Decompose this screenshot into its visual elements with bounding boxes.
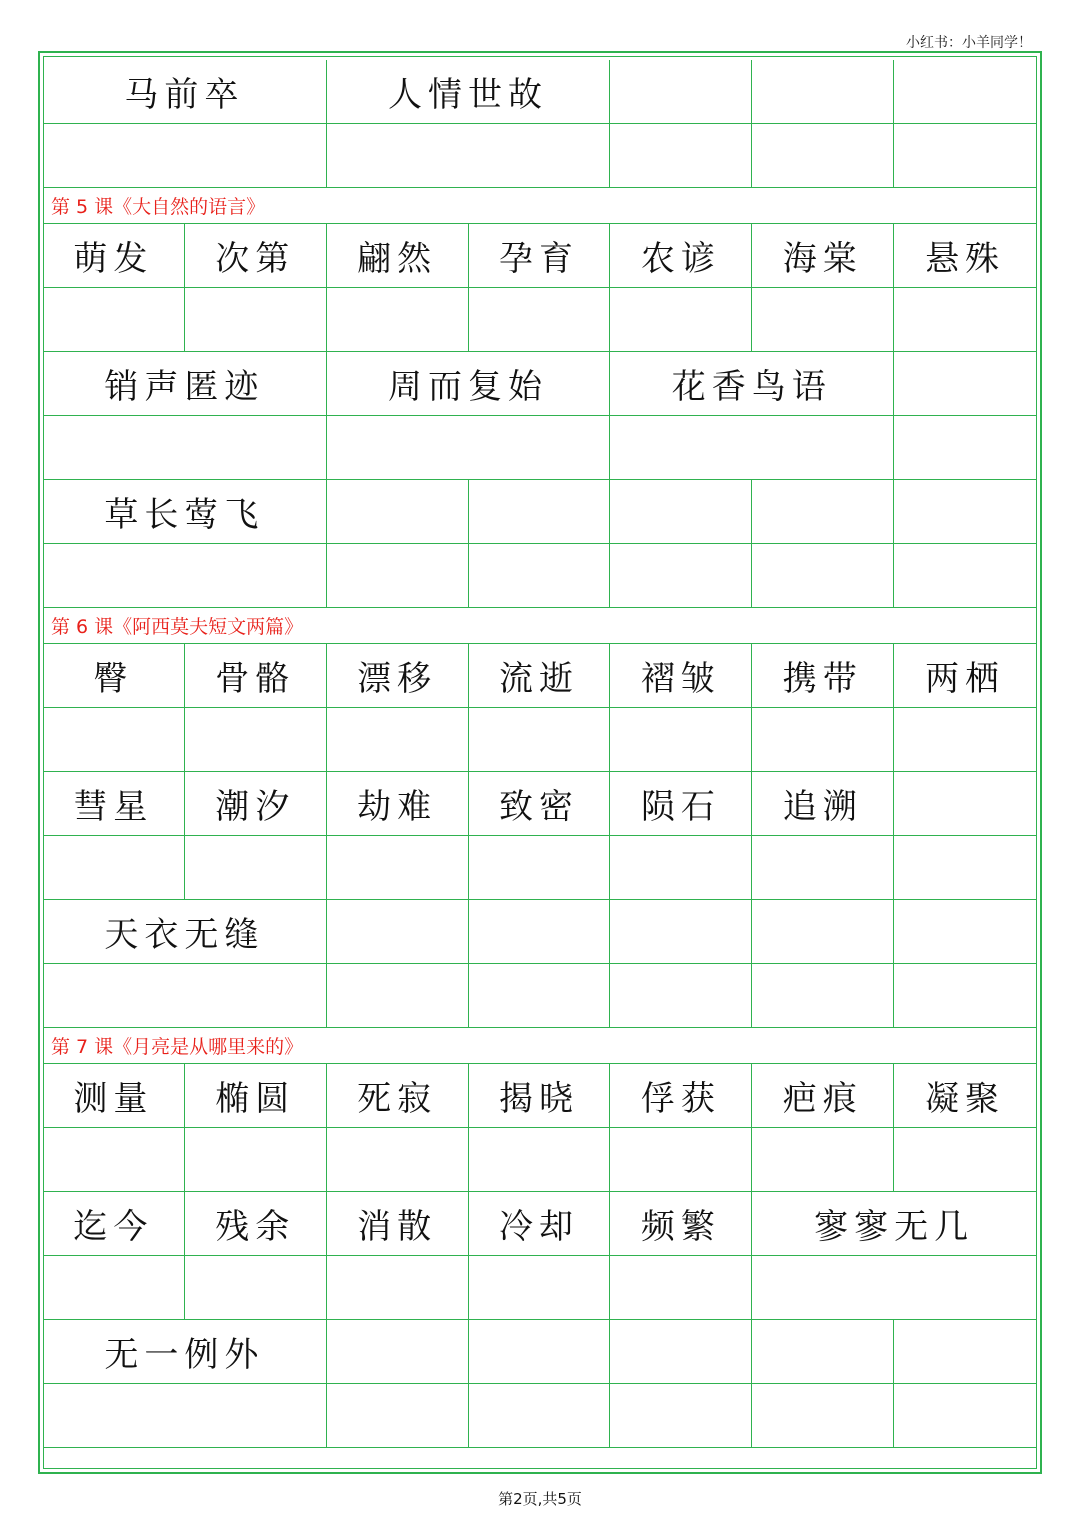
practice-cell — [469, 1256, 611, 1319]
practice-cell — [894, 416, 1036, 479]
vocab-word-cell: 流逝 — [469, 644, 611, 707]
practice-row — [43, 124, 1036, 188]
empty-cell — [327, 480, 469, 543]
practice-cell — [610, 836, 752, 899]
vocab-word-cell: 销声匿迹 — [43, 352, 327, 415]
practice-cell — [469, 544, 611, 607]
practice-cell — [894, 544, 1036, 607]
vocab-word-cell: 花香鸟语 — [610, 352, 894, 415]
empty-cell — [469, 1320, 611, 1383]
practice-row — [43, 964, 1036, 1028]
practice-cell — [894, 1128, 1036, 1191]
empty-cell — [894, 352, 1036, 415]
vocab-word-cell: 两栖 — [925, 659, 1006, 699]
practice-cell — [43, 1128, 185, 1191]
practice-cell — [185, 708, 327, 771]
vocab-word-cell: 迄今 — [43, 1192, 185, 1255]
copybook-grid — [43, 60, 1036, 1448]
practice-cell — [752, 836, 894, 899]
vocab-word-cell: 无一例外 — [43, 1320, 327, 1383]
practice-row — [43, 288, 1036, 352]
vocab-word-cell: 俘获 — [610, 1064, 752, 1127]
vocab-word-cell: 褶皱 — [610, 644, 752, 707]
vocab-word-cell: 揭晓 — [469, 1064, 611, 1127]
vocab-row — [43, 900, 1036, 964]
practice-cell — [469, 288, 611, 351]
lesson-header-row — [43, 188, 1036, 224]
practice-cell — [185, 1256, 327, 1319]
vocab-row — [43, 352, 1036, 416]
practice-cell — [327, 124, 611, 187]
vocab-row — [43, 1064, 1036, 1128]
practice-cell — [469, 836, 611, 899]
practice-cell — [752, 544, 894, 607]
empty-cell — [752, 900, 894, 963]
vocab-row — [43, 772, 1036, 836]
vocab-word-cell: 彗星 — [43, 772, 185, 835]
lesson-title: 第 6 课《阿西莫夫短文两篇》 — [51, 616, 304, 638]
practice-cell — [894, 1384, 1036, 1447]
lesson-title: 第 7 课《月亮是从哪里来的》 — [51, 1036, 304, 1058]
practice-cell — [610, 708, 752, 771]
vocab-word-cell: 凝聚 — [925, 1079, 1006, 1119]
practice-cell — [327, 708, 469, 771]
vocab-word-cell: 骨骼 — [185, 644, 327, 707]
empty-cell — [327, 1320, 469, 1383]
vocab-word-cell: 残余 — [185, 1192, 327, 1255]
practice-cell — [610, 1384, 752, 1447]
vocab-word-cell: 马前卒 — [43, 60, 327, 123]
vocab-word-cell: 陨石 — [610, 772, 752, 835]
vocab-word-cell: 劫难 — [327, 772, 469, 835]
vocab-word-cell: 频繁 — [610, 1192, 752, 1255]
vocab-word-cell: 致密 — [469, 772, 611, 835]
empty-cell — [894, 480, 1036, 543]
vocab-word-cell: 农谚 — [610, 224, 752, 287]
empty-cell — [469, 900, 611, 963]
vocab-row — [43, 224, 1036, 288]
page-footer: 第2页,共5页 — [498, 1490, 582, 1508]
practice-cell — [185, 1128, 327, 1191]
practice-cell — [43, 964, 327, 1027]
vocab-row — [43, 480, 1036, 544]
practice-cell — [327, 288, 469, 351]
vocab-word-cell: 死寂 — [327, 1064, 469, 1127]
practice-cell — [43, 1256, 185, 1319]
practice-cell — [894, 836, 1036, 899]
practice-cell — [43, 288, 185, 351]
practice-cell — [43, 708, 185, 771]
vocab-word-cell: 草长莺飞 — [43, 480, 327, 543]
vocab-word-cell: 椭圆 — [185, 1064, 327, 1127]
empty-cell — [894, 900, 1036, 963]
watermark: 小红书：小羊同学！ — [906, 35, 1032, 51]
practice-cell — [610, 124, 752, 187]
practice-cell — [43, 416, 327, 479]
practice-cell — [610, 1128, 752, 1191]
empty-cell — [752, 1320, 894, 1383]
practice-cell — [43, 836, 185, 899]
practice-cell — [752, 288, 894, 351]
practice-row — [43, 708, 1036, 772]
practice-cell — [469, 964, 611, 1027]
practice-row — [43, 1256, 1036, 1320]
empty-cell — [327, 900, 469, 963]
empty-cell — [894, 1320, 1036, 1383]
vocab-word-cell: 翩然 — [327, 224, 469, 287]
practice-cell — [469, 1128, 611, 1191]
practice-cell — [327, 544, 469, 607]
lesson-header-row — [43, 1028, 1036, 1064]
empty-cell — [752, 480, 894, 543]
vocab-word-cell: 疤痕 — [752, 1064, 894, 1127]
practice-cell — [610, 288, 752, 351]
practice-cell — [185, 836, 327, 899]
practice-cell — [752, 964, 894, 1027]
vocab-word-cell: 携带 — [752, 644, 894, 707]
vocab-word-cell: 孕育 — [469, 224, 611, 287]
vocab-row — [43, 1192, 1036, 1256]
practice-cell — [43, 1384, 327, 1447]
vocab-word-cell: 海棠 — [752, 224, 894, 287]
practice-cell — [752, 1128, 894, 1191]
empty-cell — [894, 60, 1036, 123]
vocab-word-cell: 悬殊 — [925, 239, 1006, 279]
empty-cell — [610, 900, 752, 963]
vocab-word-cell: 周而复始 — [327, 352, 611, 415]
practice-cell — [185, 288, 327, 351]
empty-cell — [610, 60, 752, 123]
vocab-word-cell: 测量 — [43, 1064, 185, 1127]
practice-cell — [894, 288, 1036, 351]
empty-cell — [610, 480, 752, 543]
empty-cell — [610, 1320, 752, 1383]
practice-cell — [43, 124, 327, 187]
vocab-word-cell: 冷却 — [469, 1192, 611, 1255]
practice-cell — [327, 1128, 469, 1191]
lesson-header-row — [43, 608, 1036, 644]
vocab-word-cell: 人情世故 — [327, 60, 611, 123]
practice-cell — [327, 1384, 469, 1447]
practice-cell — [894, 124, 1036, 187]
practice-cell — [752, 124, 894, 187]
practice-cell — [327, 964, 469, 1027]
vocab-row — [43, 1320, 1036, 1384]
practice-cell — [469, 1384, 611, 1447]
practice-cell — [894, 708, 1036, 771]
vocab-row — [43, 644, 1036, 708]
practice-cell — [752, 1384, 894, 1447]
vocab-word-cell: 天衣无缝 — [43, 900, 327, 963]
practice-cell — [610, 1256, 752, 1319]
practice-row — [43, 544, 1036, 608]
practice-cell — [327, 1256, 469, 1319]
vocab-word-cell: 次第 — [185, 224, 327, 287]
vocab-word-cell: 漂移 — [327, 644, 469, 707]
practice-cell — [610, 544, 752, 607]
vocab-word-cell: 消散 — [327, 1192, 469, 1255]
practice-cell — [327, 836, 469, 899]
practice-row — [43, 1384, 1036, 1448]
practice-cell — [610, 416, 894, 479]
lesson-title: 第 5 课《大自然的语言》 — [51, 196, 266, 218]
vocab-word-cell: 潮汐 — [185, 772, 327, 835]
practice-row — [43, 836, 1036, 900]
practice-cell — [469, 708, 611, 771]
practice-row — [43, 416, 1036, 480]
empty-cell — [752, 60, 894, 123]
empty-cell — [469, 480, 611, 543]
vocab-word-cell: 萌发 — [43, 224, 185, 287]
practice-cell — [43, 544, 327, 607]
vocab-word-cell: 追溯 — [752, 772, 894, 835]
empty-cell — [894, 772, 1036, 835]
vocab-word-cell: 臀 — [43, 644, 185, 707]
practice-row — [43, 1128, 1036, 1192]
practice-cell — [327, 416, 611, 479]
practice-cell — [610, 964, 752, 1027]
practice-cell — [752, 1256, 1036, 1319]
practice-cell — [752, 708, 894, 771]
vocab-row — [43, 60, 1036, 124]
vocab-word-cell: 寥寥无几 — [814, 1207, 975, 1247]
practice-cell — [894, 964, 1036, 1027]
